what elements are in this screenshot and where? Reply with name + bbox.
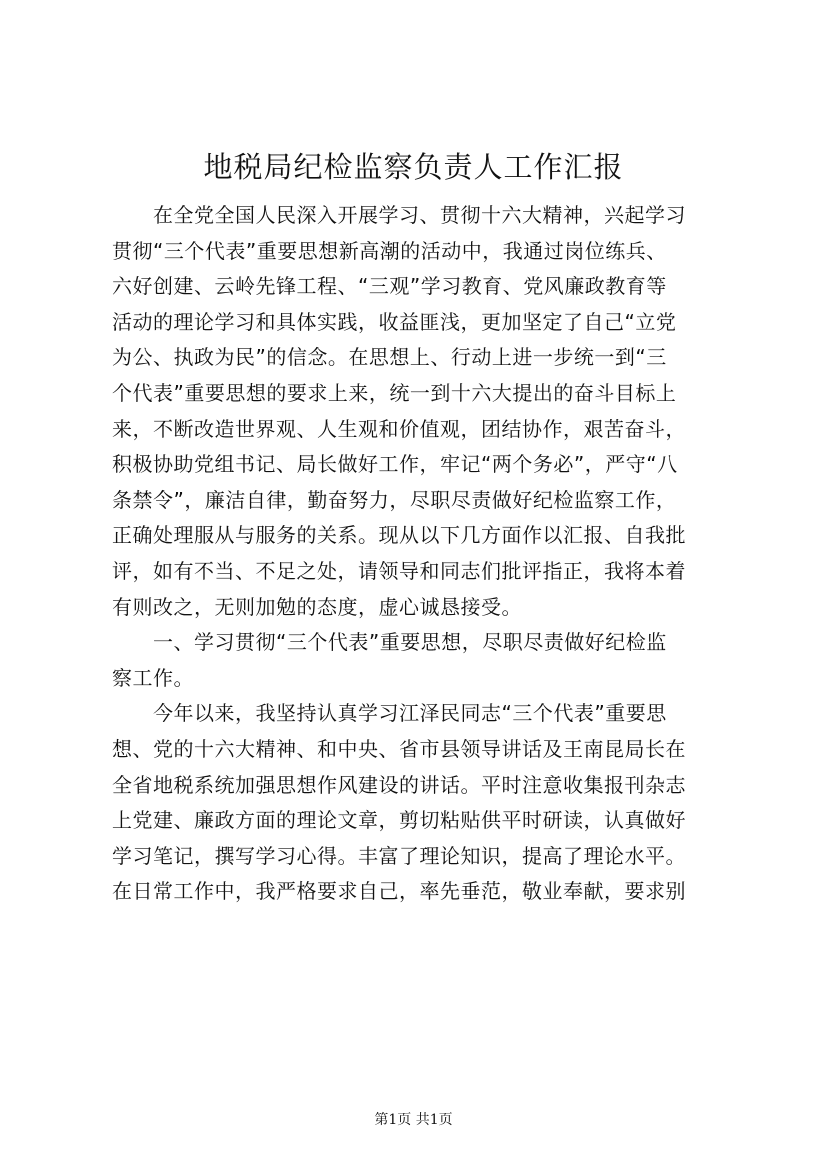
body-line: 在日常工作中，我严格要求自己，率先垂范，敬业奉献，要求别 bbox=[112, 879, 686, 904]
body-line: 学习笔记，撰写学习心得。丰富了理论知识，提高了理论水平。 bbox=[112, 843, 686, 868]
body-line: 全省地税系统加强思想作风建设的讲话。平时注意收集报刊杂志 bbox=[112, 772, 686, 797]
body-line: 有则改之，无则加勉的态度，虚心诚恳接受。 bbox=[112, 594, 522, 619]
body-line: 上党建、廉政方面的理论文章，剪切粘贴供平时研读，认真做好 bbox=[112, 808, 686, 833]
body-line: 今年以来，我坚持认真学习江泽民同志“三个代表”重要思 bbox=[112, 701, 667, 726]
section-heading-continued: 察工作。 bbox=[112, 665, 194, 690]
body-line: 来，不断改造世界观、人生观和价值观，团结协作，艰苦奋斗， bbox=[112, 416, 686, 441]
body-line: 个代表”重要思想的要求上来，统一到十六大提出的奋斗目标上 bbox=[112, 380, 677, 405]
body-line: 积极协助党组书记、局长做好工作，牢记“两个务必”，严守“八 bbox=[112, 452, 678, 477]
page-number-footer: 第1页 共1页 bbox=[374, 1112, 453, 1128]
body-line: 贯彻“三个代表”重要思想新高潮的活动中，我通过岗位练兵、 bbox=[112, 238, 667, 263]
document-title: 地税局纪检监察负责人工作汇报 bbox=[203, 150, 624, 184]
body-line: 条禁令”，廉洁自律，勤奋努力，尽职尽责做好纪检监察工作， bbox=[112, 487, 677, 512]
body-line: 六好创建、云岭先锋工程、“三观”学习教育、党风廉政教育等 bbox=[112, 274, 667, 299]
body-line: 为公、执政为民”的信念。在思想上、行动上进一步统一到“三 bbox=[112, 345, 667, 370]
body-line: 正确处理服从与服务的关系。现从以下几方面作以汇报、自我批 bbox=[112, 523, 686, 548]
section-heading: 一、学习贯彻“三个代表”重要思想，尽职尽责做好纪检监 bbox=[112, 630, 667, 655]
body-line: 活动的理论学习和具体实践，收益匪浅，更加坚定了自己“立党 bbox=[112, 309, 677, 334]
document-body bbox=[112, 198, 744, 910]
body-line: 想、党的十六大精神、和中央、省市县领导讲话及王南昆局长在 bbox=[112, 736, 686, 761]
body-line: 在全党全国人民深入开展学习、贯彻十六大精神，兴起学习 bbox=[112, 203, 686, 227]
body-line: 评，如有不当、不足之处，请领导和同志们批评指正，我将本着 bbox=[112, 558, 686, 583]
